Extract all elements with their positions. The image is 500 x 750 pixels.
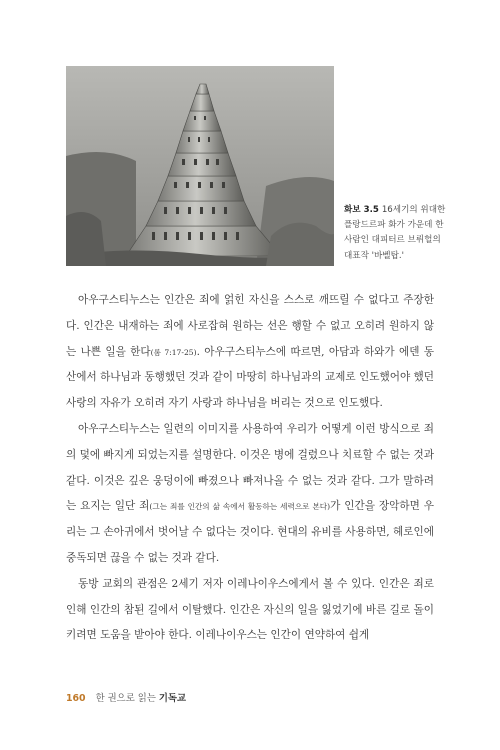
page-footer	[66, 690, 186, 704]
figure-caption	[344, 203, 448, 264]
paragraph-text: 가 인간을 장악하면 우리는 그 손아귀에서 벗어날 수 없다는 것이다. 현대의 유비를 사용하면, 헤로인에 중독되면 끊을 수 없는 것과 같다.	[66, 500, 434, 564]
book-title-prefix: 한 권으로 읽는	[95, 693, 159, 704]
figure-caption-text: 16세기의 위대한 플랑드르파 화가 가운데 한 사람인 대피터르 브뤼헐의 대표작 '바벨탑.'	[344, 205, 446, 261]
book-title	[96, 693, 186, 704]
book-title-main: 기독교	[158, 693, 187, 704]
body-text	[66, 288, 434, 649]
inline-note: (그는 죄를 인간의 삶 속에서 활동하는 세력으로 본다)	[149, 502, 331, 512]
babel-tower-painting	[66, 66, 334, 266]
paragraph-text: . 아우구스티누스에 따르면, 아담과 하와가 에덴 동산에서 하나님과 동행했던 것과 같이 마땅히 하나님과의 교제로 인도했어야 했던 사랑의 자유가 오히려 자기 사랑과 하나님을 버리는 것으로 인도했다.	[66, 345, 435, 410]
paragraph-text: 아우구스티누스는 일련의 이미지를 사용하여 우리가 어떻게 이런 방식으로 죄의 덫에 빠지게 되었는지를 설명한다. 이것은 병에 걸렸으나 치료할 수 없는 것과 같다. 이것은 깊은 웅덩이에 빠졌으나 빠져나올 수 없는 것과 같다. 그가 말하려는 요지는 일단 죄	[66, 422, 434, 513]
scripture-reference: (롬 7:17-25)	[150, 347, 197, 357]
paragraph-text: 동방 교회의 관점은 2세기 저자 이레나이우스에게서 볼 수 있다. 인간은 죄로 인해 인간의 참된 길에서 이탈했다. 인간은 자신의 일을 잃었기에 바른 길로 돌이키려면 도움을 받아야 한다. 이레나이우스는 인간이 연약하여 쉽게	[66, 577, 434, 642]
paragraph-text: 아우구스티누스는 인간은 죄에 얽힌 자신을 스스로 깨뜨릴 수 없다고 주장한다. 인간은 내재하는 죄에 사로잡혀 원하는 선은 행할 수 없고 오히려 원하지 않는 나쁜 일을 한다	[66, 294, 434, 358]
babel-tower-illustration	[66, 66, 334, 266]
paragraph	[66, 288, 434, 417]
paragraph	[66, 572, 434, 649]
paragraph	[66, 417, 434, 572]
figure-label: 화보 3.5	[344, 205, 379, 215]
page-number: 160	[66, 693, 86, 704]
